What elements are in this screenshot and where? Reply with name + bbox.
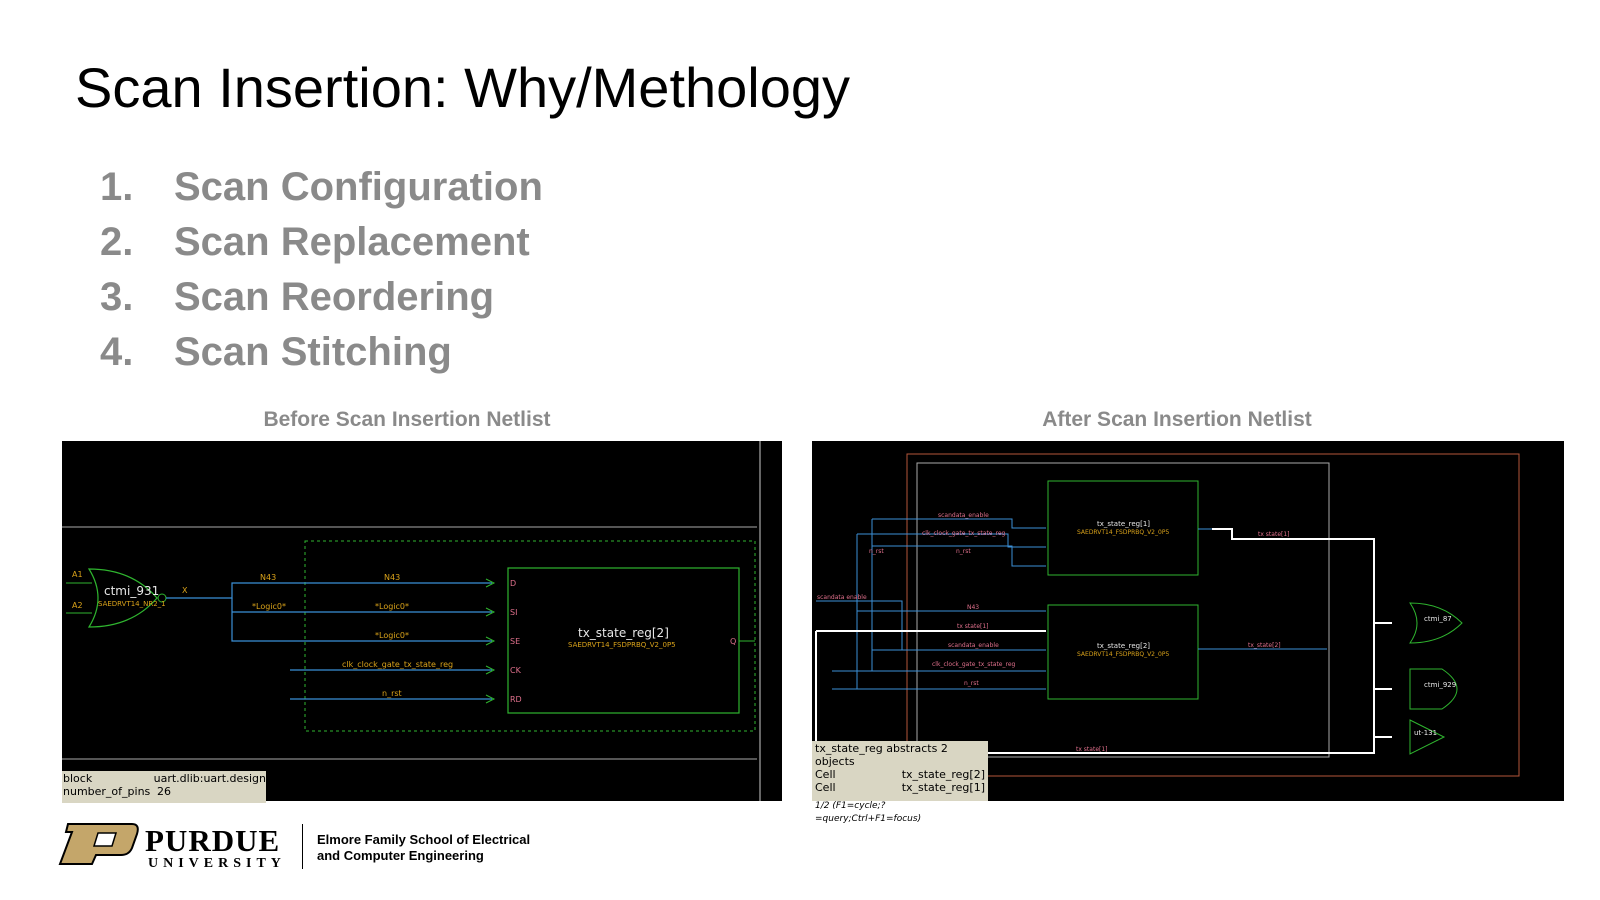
step-label: Scan Configuration xyxy=(174,165,543,209)
step-item xyxy=(100,325,543,380)
after-caption: After Scan Insertion Netlist xyxy=(1042,408,1312,431)
net-label: clk_clock_gate_tx_state_reg xyxy=(922,530,1006,537)
net-label: n_rst xyxy=(869,548,884,555)
net-label: *Logic0* xyxy=(375,602,409,611)
net-label: N43 xyxy=(967,604,980,611)
flop1-cell: SAEDRVT14_FSDPRBQ_V2_0P5 xyxy=(1077,529,1170,536)
slide-title: Scan Insertion: Why/Methology xyxy=(75,56,851,119)
hierarchy-boundary xyxy=(305,541,755,731)
inverter-gate[interactable] xyxy=(1410,720,1444,754)
net-label: tx state[1] xyxy=(957,623,989,630)
step-label: Scan Stitching xyxy=(174,330,452,374)
pin-x-label: X xyxy=(182,586,188,595)
net-label: scandata enable xyxy=(817,594,867,601)
before-caption: Before Scan Insertion Netlist xyxy=(263,408,551,431)
info-row: block uart.dlib:uart.design xyxy=(63,772,266,785)
net-label: N43 xyxy=(260,573,277,582)
gate-cell: SAEDRVT14_NR2_1 xyxy=(98,600,166,608)
flop2-name: tx_state_reg[2] xyxy=(1097,642,1151,650)
info-row: Cell tx_state_reg[1] xyxy=(815,781,985,794)
pin-d-label: D xyxy=(510,579,517,588)
step-label: Scan Reordering xyxy=(174,275,495,319)
flop1-name: tx_state_reg[1] xyxy=(1097,520,1151,528)
nor-gate-shape xyxy=(89,569,160,627)
info-hint: 1/2 (F1=cycle;?=query;Ctrl+F1=focus) xyxy=(815,801,922,824)
flop-name: tx_state_reg[2] xyxy=(578,626,669,640)
pin-a2-label: A2 xyxy=(72,601,83,610)
net-label: *Logic0* xyxy=(375,631,409,640)
object-info-box xyxy=(62,771,266,803)
pin-a1-label: A1 xyxy=(72,570,83,579)
methodology-steps xyxy=(100,160,543,380)
gate-label: ut-131 xyxy=(1414,729,1438,737)
net-label: scandata_enable xyxy=(938,512,989,519)
net-label: clk_clock_gate_tx_state_reg xyxy=(342,660,454,669)
gate-label: ctmi_87 xyxy=(1424,615,1452,623)
net-label: n_rst xyxy=(964,680,979,687)
nand-gate[interactable] xyxy=(1410,669,1457,709)
gate-label: ctmi_929 xyxy=(1424,681,1457,689)
pin-q-label: Q xyxy=(730,637,737,646)
after-netlist-panel xyxy=(812,441,1564,824)
pin-se-label: SE xyxy=(510,637,521,646)
footer-divider xyxy=(302,824,303,869)
info-header: tx_state_reg abstracts 2 objects xyxy=(815,742,948,768)
net-label: *Logic0* xyxy=(252,602,286,611)
step-item xyxy=(100,215,543,270)
school-name: Elmore Family School of Electrical and Computer Engineering xyxy=(317,832,531,863)
info-row: Cell tx_state_reg[2] xyxy=(815,768,985,781)
university-subtitle: UNIVERSITY xyxy=(148,856,286,871)
net-label: tx state[1] xyxy=(1076,746,1108,753)
net-label: N43 xyxy=(384,573,401,582)
info-row: number_of_pins 26 xyxy=(63,785,171,798)
net-label: clk_clock_gate_tx_state_reg xyxy=(932,661,1016,668)
step-item xyxy=(100,270,543,325)
pin-rd-label: RD xyxy=(510,695,522,704)
step-item xyxy=(100,160,543,215)
step-label: Scan Replacement xyxy=(174,220,530,264)
net-label: n_rst xyxy=(956,548,971,555)
net-label: tx state[1] xyxy=(1258,531,1290,538)
pin-si-label: SI xyxy=(510,608,518,617)
gate-name: ctmi_931 xyxy=(104,584,160,598)
before-netlist-panel xyxy=(62,441,782,801)
step-number: 4. xyxy=(100,330,134,374)
flop2-cell: SAEDRVT14_FSDPRBQ_V2_0P5 xyxy=(1077,651,1170,658)
net-label: scandata_enable xyxy=(948,642,999,649)
wire-n43 xyxy=(166,583,492,598)
output-wires xyxy=(1198,529,1327,649)
flop-cell-type: SAEDRVT14_FSDPRBQ_V2_0P5 xyxy=(568,641,676,649)
net-label: tx_state[2] xyxy=(1248,642,1281,649)
flop-cell-1[interactable] xyxy=(1048,481,1198,575)
net-label: n_rst xyxy=(382,689,402,698)
pin-ck-label: CK xyxy=(510,666,521,675)
object-info-box xyxy=(812,741,988,824)
step-number: 3. xyxy=(100,275,134,319)
step-number: 1. xyxy=(100,165,134,209)
purdue-p-logo xyxy=(58,822,138,866)
or-gate[interactable] xyxy=(1410,603,1462,643)
step-number: 2. xyxy=(100,220,134,264)
before-schematic xyxy=(62,441,782,801)
university-name: PURDUE xyxy=(145,823,281,858)
